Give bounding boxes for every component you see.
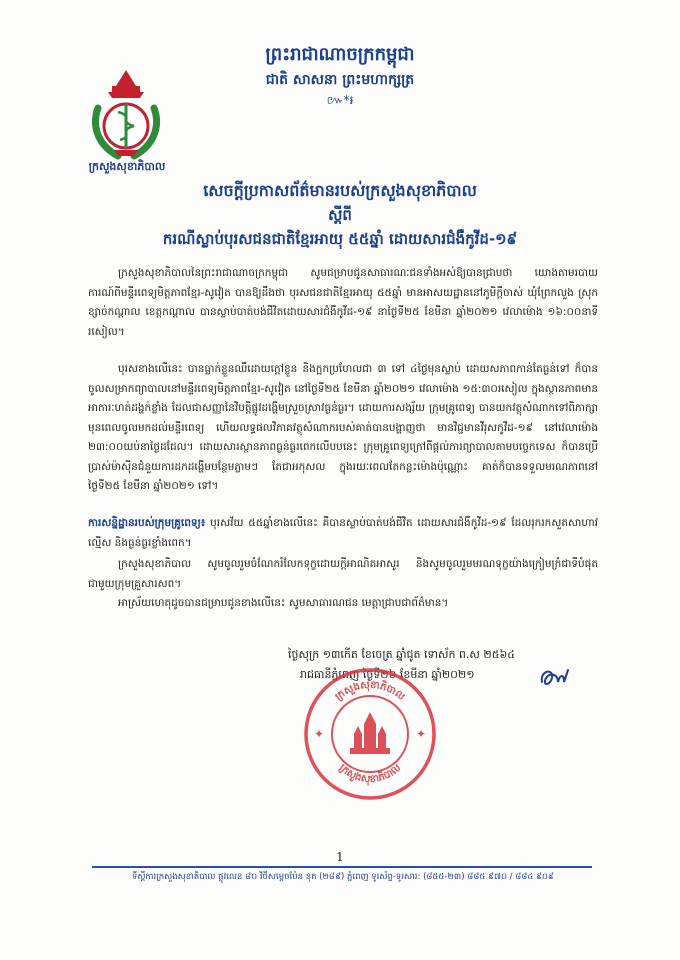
paragraph-1: ក្រសួងសុខាភិបាលនៃព្រះរាជាណាចក្រកម្ពុជា សូមជម្រាបជូនសាធារណៈជនទាំងអស់ឱ្យបានជ្រាបថា យោងតាមរបាយការណ៍ពីមន្ទីរពេទ្យមិត្តភាពខ្មែរ-សូវៀត បានឱ្យដឹងថា បុរសជនជាតិខ្មែរអាយុ ៥៥ឆ្នាំ មានអាសយដ្ឋាននៅភូមិក្ដីចាស់ ឃុំព្រែកលួង ស្រុកខ្សាច់កណ្ដាល ខេត្តកណ្ដាល បានស្លាប់បាត់បង់ជីវិតដោយសារជំងឺកូវីដ-១៩ នាថ្ងៃទី២៥ ខែមីនា ឆ្នាំ២០២១ វេលាម៉ោង ១៦:០០នាទីរសៀល។ [88,267,598,338]
lunar-date: ថ្ងៃសុក្រ ១៣កើត ខែចេត្រ ឆ្នាំជូត ទោស័ក ព.ស ២៥៦៤ [288,648,516,661]
svg-text:✦: ✦ [314,727,325,741]
conclusion-text: បុរសវ័យ ៥៥ឆ្នាំខាងលើនេះ គឺបានស្លាប់បាត់បង់ជីវិត ដោយសារជំងឺកូវីដ-១៩ ដែលរុករកសួតសាហាវល្មើស និងធ្ងន់ធ្ងរខ្លាំងពេក។ [88,517,598,549]
signature-mark [538,664,574,690]
footer-address: ទីស្ដីការក្រសួងសុខាភិបាល ផ្លូវលេខ ៨០ វិថីសម្ដេចប៉ែន នុត (២៨៩) ភ្នំពេញ ទូរស័ព្ទ-ទូរសារ: (៨៥៥-២៣) ៨៨៥ ៩៧០ / ៨៨៤ ៩០៩ [131,872,555,882]
announcement-regarding: ស្ដីពី [328,206,352,224]
announcement-subject: ករណីស្លាប់បុរសជនជាតិខ្មែរអាយុ ៥៥ឆ្នាំ ដោយសារជំងឺកូវីដ-១៩ [162,230,518,248]
paragraph-3 [88,514,598,553]
announcement-title: សេចក្ដីប្រកាសព័ត៌មានរបស់ក្រសួងសុខាភិបាល [203,181,477,200]
footer-divider [92,866,592,868]
paragraph-4: ក្រសួងសុខាភិបាល សូមចូលរួមចំណែករំលែកទុក្ខដោយក្ដីអាណិតអាសូរ និងសូមចូលរួមមរណទុក្ខយ៉ាងក្រៀមក្រំជាទីបំផុតជាមួយក្រុមគ្រួសារសព។ [88,558,598,590]
ministry-logo [78,64,174,164]
svg-text:✦: ✦ [416,727,427,741]
page-number: 1 [336,850,344,864]
paragraph-2: បុរសខាងលើនេះ បានធ្លាក់ខ្លួនឈឺដោយក្ដៅខ្លួន និងក្អកប្រហែលជា ៣ ទៅ ៤ថ្ងៃមុនស្លាប់ ដោយសភាពកាន់តែធ្ងន់ទៅ ក៏បានចូលសម្រាកព្យាបាលនៅមន្ទីរពេទ្យមិត្តភាពខ្មែរ-សូវៀត នៅថ្ងៃទី២៥ ខែមីនា ឆ្នាំ២០២១ វេលាម៉ោង ១៥:៣០រសៀល ក្នុងស្ថានភាពមានអាការៈហត់ដង្ហក់ខ្លាំង ដែលជាសញ្ញានៃវិបត្តិផ្លូវដង្ហើមស្រួចស្រាវធ្ងន់ធ្ងរ។ ដោយការសង្ស័យ ក្រុមគ្រូពេទ្យ បានយកវត្ថុសំណាកទៅពិភាក្សាមុនពេលចូលមកដល់មន្ទីរពេទ្យ ហើយលទ្ធផលវិភាគវត្ថុសំណាករបស់គាត់បានបង្ហាញថា មានវិជ្ជមានវីរុសកូវីដ-១៩ នៅវេលាម៉ោង ២៣:០០យប់នាថ្ងៃដដែល។ ដោយសារស្ថានភាពធ្ងន់ធ្ងរពេកលើបបនេះ ក្រុមគ្រូពេទ្យក្រៅពីផ្ដល់ការព្យាបាលតាមបច្ចេកទេស ក៏បានប្រើប្រាស់ម៉ាស៊ីនជំនួយការដកដង្ហើមបន្ថែមភ្លាមៗ តែជាអកុសល ក្នុងរយៈពេលតែកន្លះម៉ោងប៉ុណ្ណោះ គាត់ក៏បានទទួលមរណភាពនៅថ្ងៃទី២៥ ខែមីនា ឆ្នាំ២០២១ ទៅ។ [88,363,598,492]
svg-text:ក្រសួងសុខាភិបាល [333,679,407,703]
national-motto: ជាតិ សាសនា ព្រះមហាក្សត្រ [265,72,415,88]
official-seal [300,664,440,804]
seal-text-top: ក្រសួងសុខាភិបាល [333,679,407,703]
conclusion-lead: ការសន្និដ្ឋានរបស់ក្រុមគ្រូពេទ្យ៖ [88,517,206,529]
ministry-label: ក្រសួងសុខាភិបាល [88,160,166,173]
svg-text:ក្រសួងសុខាភិបាល [337,762,404,786]
solar-date: រាជធានីភ្នំពេញ ថ្ងៃទី២៦ ខែមីនា ឆ្នាំ២០២១ [300,668,475,681]
paragraph-5: អាស្រ័យហេតុដូចបានជម្រាបជូនខាងលើនេះ សូមសាធារណជន មេត្តាជ្រាបជាព័ត៌មាន។ [118,597,449,609]
kingdom-heading: ព្រះរាជាណាចក្រកម្ពុជា [265,44,415,65]
ornament-divider: ៚*៛ [326,93,354,107]
seal-text-bottom: ក្រសួងសុខាភិបាល [336,762,404,786]
